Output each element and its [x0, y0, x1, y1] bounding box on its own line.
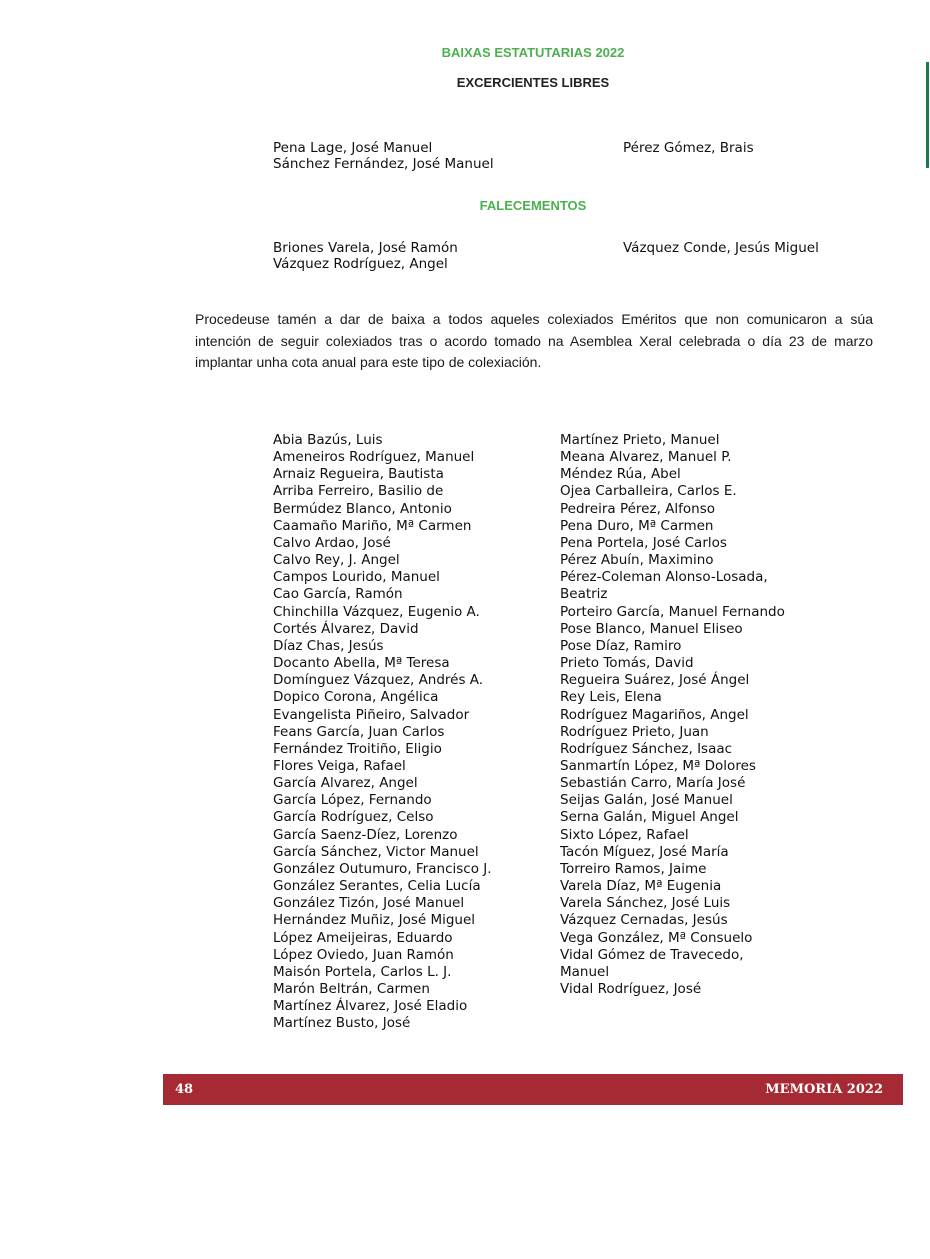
list-item: Hernández Muñiz, José Miguel	[273, 912, 476, 929]
list-item: Rodríguez Sánchez, Isaac	[560, 740, 733, 757]
list-item: Ameneiros Rodríguez, Manuel	[273, 449, 475, 466]
list-item: Vidal Gómez de Travecedo, Manuel	[560, 946, 744, 980]
list-item: Méndez Rúa, Abel	[560, 466, 681, 483]
list-item: Campos Lourido, Manuel	[273, 569, 440, 586]
list-item: Vidal Rodríguez, José	[560, 981, 702, 997]
footer-title: MEMORIA 2022	[765, 1082, 883, 1097]
list-item: Bermúdez Blanco, Antonio	[273, 500, 452, 517]
list-item: Briones Varela, José Ramón	[273, 240, 458, 256]
emeritos-list-right	[560, 432, 790, 998]
list-item: Vega González, Mª Consuelo	[560, 929, 753, 946]
list-item: Vázquez Conde, Jesús Miguel	[623, 240, 819, 256]
list-item: Domínguez Vázquez, Andrés A.	[273, 672, 484, 689]
list-item: López Oviedo, Juan Ramón	[273, 946, 454, 963]
list-item: Caamaño Mariño, Mª Carmen	[273, 517, 472, 534]
footer-bar	[163, 1074, 903, 1105]
list-item: González Serantes, Celia Lucía	[273, 878, 481, 895]
list-item: Rodríguez Magariños, Angel	[560, 706, 749, 723]
page-number: 48	[175, 1082, 194, 1097]
list-item: Pedreira Pérez, Alfonso	[560, 500, 715, 517]
list-item: Díaz Chas, Jesús	[273, 637, 384, 654]
list-item: García Sánchez, Victor Manuel	[273, 843, 479, 860]
list-item: Martínez Álvarez, José Eladio	[273, 998, 468, 1015]
list-item: Varela Díaz, Mª Eugenia	[560, 878, 722, 895]
list-item: Seijas Galán, José Manuel	[560, 792, 733, 809]
list-item: Abia Bazús, Luis	[273, 432, 383, 448]
list-item: Meana Alvarez, Manuel P.	[560, 449, 732, 466]
list-item: Maisón Portela, Carlos L. J.	[273, 963, 452, 980]
list-item: Porteiro García, Manuel Fernando	[560, 603, 785, 620]
list-item: Marón Beltrán, Carmen	[273, 981, 430, 997]
section-title: BAIXAS ESTATUTARIAS 2022	[441, 45, 625, 60]
list-item: Fernández Troitiño, Eligio	[273, 740, 442, 757]
list-item: Pena Duro, Mª Carmen	[560, 517, 714, 534]
list-item: Chinchilla Vázquez, Eugenio A.	[273, 603, 480, 620]
list-item: García Alvarez, Angel	[273, 775, 418, 792]
list-item: Pérez-Coleman Alonso-Losada, Beatriz	[560, 569, 768, 603]
list-item: González Tizón, José Manuel	[273, 895, 465, 912]
list-item: Ojea Carballeira, Carlos E.	[560, 483, 737, 500]
list-item: Sanmartín López, Mª Dolores	[560, 757, 756, 774]
list-item: González Outumuro, Francisco J.	[273, 860, 492, 877]
emeritos-paragraph: Procedeuse tamén a dar de baixa a todos aqueles colexiados Eméritos que non comunicaron a súa intención de seguir colexiados tras o acordo tomado na Asemblea Xeral celebrada o día 23 de marzo implantar unha cota anual para este tipo de colexiación.	[195, 311, 873, 370]
list-item: Rey Leis, Elena	[560, 689, 662, 706]
list-item: Sánchez Fernández, José Manuel	[273, 156, 494, 172]
list-item: Sixto López, Rafael	[560, 826, 689, 843]
list-item: Pose Díaz, Ramiro	[560, 637, 682, 654]
list-item: Rodríguez Prieto, Juan	[560, 723, 709, 740]
falecementos-title: FALECEMENTOS	[479, 198, 587, 213]
list-item: Prieto Tomás, David	[560, 655, 694, 672]
list-item: Martínez Prieto, Manuel	[560, 432, 720, 448]
list-item: García López, Fernando	[273, 792, 432, 809]
list-item: Sebastián Carro, María José	[560, 775, 746, 792]
list-item: Vázquez Cernadas, Jesús	[560, 912, 728, 929]
list-item: Regueira Suárez, José Ángel	[560, 672, 750, 689]
list-item: Cortés Álvarez, David	[273, 620, 419, 637]
list-item: Tacón Míguez, José María	[560, 843, 729, 860]
list-item: Pose Blanco, Manuel Eliseo	[560, 620, 743, 637]
list-item: Arriba Ferreiro, Basilio de	[273, 483, 444, 500]
list-item: Vázquez Rodríguez, Angel	[273, 256, 448, 272]
list-item: García Saenz-Díez, Lorenzo	[273, 826, 458, 843]
list-item: Pena Lage, José Manuel	[273, 140, 433, 156]
list-item: Evangelista Piñeiro, Salvador	[273, 706, 470, 723]
list-item: Flores Veiga, Rafael	[273, 757, 406, 774]
list-item: Serna Galán, Miguel Angel	[560, 809, 739, 826]
list-item: Torreiro Ramos, Jaime	[560, 860, 707, 877]
list-item: García Rodríguez, Celso	[273, 809, 434, 826]
list-item: Pérez Abuín, Maximino	[560, 552, 714, 569]
list-item: Docanto Abella, Mª Teresa	[273, 655, 450, 672]
list-item: Dopico Corona, Angélica	[273, 689, 439, 706]
list-item: Varela Sánchez, José Luis	[560, 895, 731, 912]
list-item: Arnaiz Regueira, Bautista	[273, 466, 444, 483]
list-item: Cao García, Ramón	[273, 586, 403, 603]
emeritos-list-left	[273, 432, 503, 1032]
list-item: Pérez Gómez, Brais	[623, 140, 754, 156]
list-item: Calvo Ardao, José	[273, 534, 391, 551]
list-item: López Ameijeiras, Eduardo	[273, 929, 453, 946]
subtitle: EXCERCIENTES LIBRES	[456, 75, 610, 90]
list-item: Martínez Busto, José	[273, 1015, 411, 1032]
list-item: Calvo Rey, J. Angel	[273, 552, 400, 569]
list-item: Feans García, Juan Carlos	[273, 723, 445, 740]
list-item: Pena Portela, José Carlos	[560, 534, 727, 551]
